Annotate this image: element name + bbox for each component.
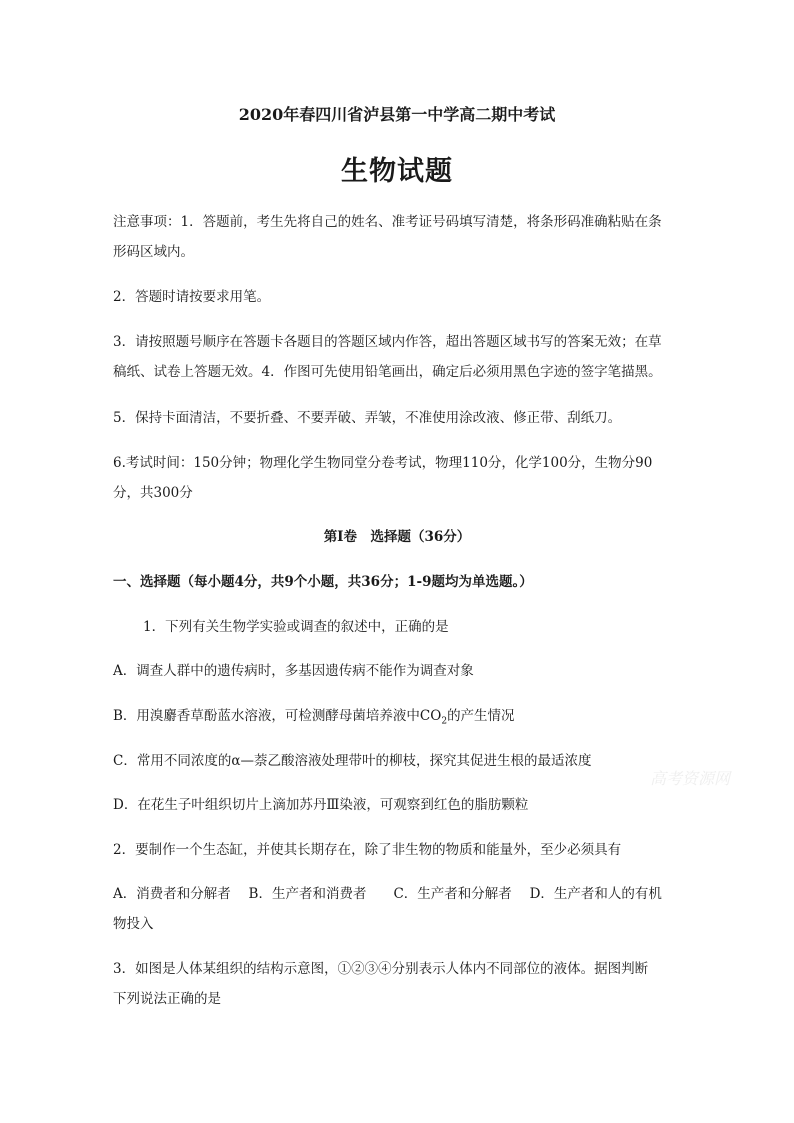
note-3-line-2: 稿纸、试卷上答题无效。4．作图可先使用铅笔画出，确定后必须用黑色字迹的签字笔描黑。 — [113, 364, 662, 380]
question-1-option-c: C．常用不同浓度的α—萘乙酸溶液处理带叶的柳枝，探究其促进生根的最适浓度 — [113, 753, 592, 769]
note-6-line-1: 6.考试时间：150分钟；物理化学生物同堂分卷考试，物理110分，化学100分，生物分90 — [113, 455, 653, 471]
subject-title: 生物试题 — [341, 156, 453, 187]
question-1-option-b — [113, 706, 515, 732]
question-1-option-d: D．在花生子叶组织切片上滴加苏丹Ⅲ染液，可观察到红色的脂肪颗粒 — [113, 797, 529, 813]
section-instruction: 一、选择题（每小题4分，共9个小题，共36分；1-9题均为单选题。） — [113, 574, 533, 590]
question-1-stem: 1．下列有关生物学实验或调查的叙述中，正确的是 — [143, 619, 449, 635]
note-6-line-2: 分，共300分 — [113, 485, 193, 501]
question-3-stem-line-1: 3．如图是人体某组织的结构示意图，①②③④分别表示人体内不同部位的液体。据图判断 — [113, 961, 649, 977]
note-1-line-2: 形码区域内。 — [113, 244, 194, 260]
option-b-text: B．用溴麝香草酚蓝水溶液，可检测酵母菌培养液中CO — [113, 708, 442, 724]
note-5: 5．保持卡面清洁，不要折叠、不要弄破、弄皱，不准使用涂改液、修正带、刮纸刀。 — [113, 410, 622, 426]
note-1-line-1: 注意事项：1．答题前，考生先将自己的姓名、准考证号码填写清楚，将条形码准确粘贴在条 — [113, 214, 662, 230]
watermark: 高考资源网 — [650, 769, 731, 788]
exam-title: 2020年春四川省泸县第一中学高二期中考试 — [238, 105, 556, 124]
option-b-text-end: 的产生情况 — [447, 708, 515, 724]
question-2-options-line-2: 物投入 — [113, 916, 154, 932]
question-1-option-a: A．调查人群中的遗传病时，多基因遗传病不能作为调查对象 — [113, 663, 474, 679]
section-title: 第I卷 选择题（36分） — [323, 529, 471, 545]
co2-subscript: 2 — [441, 716, 448, 727]
note-2: 2．答题时请按要求用笔。 — [113, 289, 271, 305]
question-2-stem: 2．要制作一个生态缸，并使其长期存在，除了非生物的物质和能量外，至少必须具有 — [113, 842, 622, 858]
note-3-line-1: 3．请按照题号顺序在答题卡各题目的答题区域内作答，超出答题区域书写的答案无效；在草 — [113, 334, 662, 350]
question-3-stem-line-2: 下列说法正确的是 — [113, 991, 221, 1007]
question-2-options-line-1: A．消费者和分解者 B．生产者和消费者 C．生产者和分解者 D．生产者和人的有机 — [113, 886, 662, 902]
